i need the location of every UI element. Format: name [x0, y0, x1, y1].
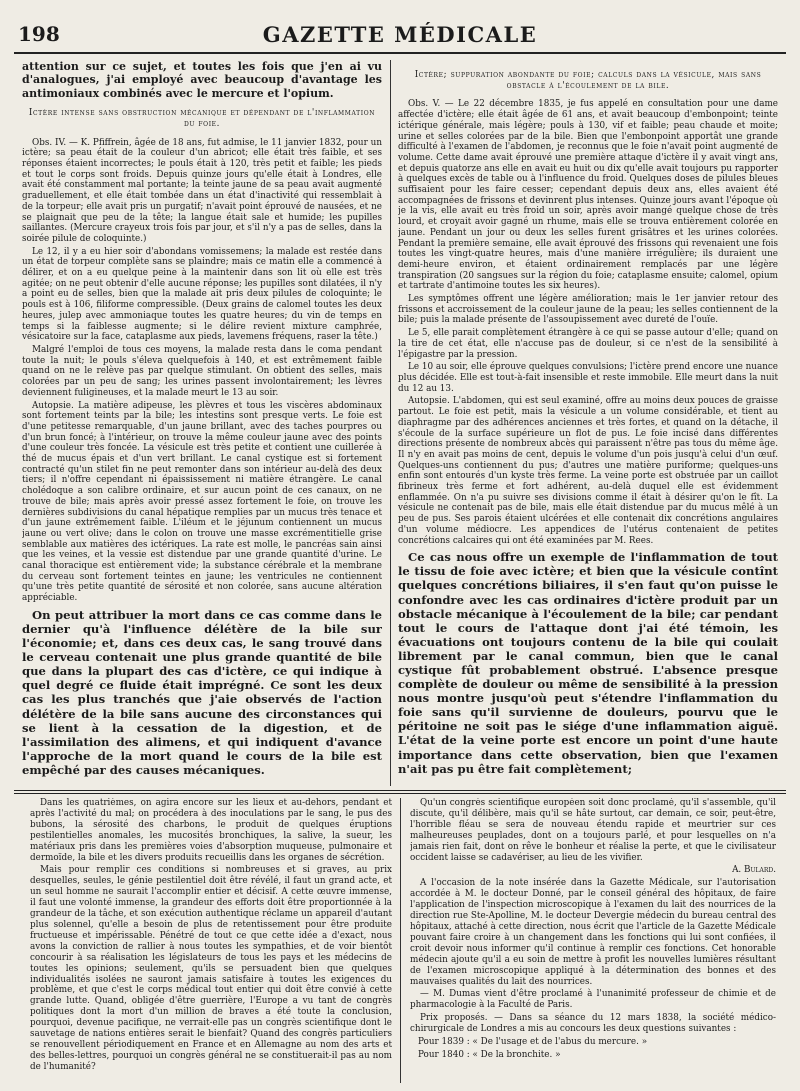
section-heading-ictere-intense: Ictère intense sans obstruction mécanique et dépendant de l'inflammation du foie. — [28, 108, 376, 129]
bold-conclusion-right: Ce cas nous offre un exemple de l'inflammation de tout le tissu de foie avec ictère; et bien que la vésicule contînt quelques concrétions biliaires, il s'en faut qu'on puisse le confondre avec les cas ordinaires d'ictère produit par un obstacle mécanique à l'écoulement de la bile; car pendant tout le cours de l'attaque dont j'ai été témoin, les évacuations ont toujours contenu de la bile qui coulait librement par le canal commun, bien que le canal cystique fût probablement obstrué. L'absence presque complète de douleur ou même de sensibilité à la pression nous montre jusqu'où peut s'étendre l'inflammation du foie sans qu'il survienne de douleurs, pourvu que le péritoine ne soit pas le siége d'une inflammation aiguë. L'état de la veine porte est encore un point d'une haute importance dans cette observation, bien que l'examen n'ait pas pu être fait complètement; — [398, 550, 778, 776]
observation-4-paragraph-3: Malgré l'emploi de tous ces moyens, la malade resta dans le coma pendant toute la nuit; le pouls s'éleva quelquefois à 140, et est extrêmement faible quand on ne le relève pas par quelque stimulant. On obtient des selles, mais colorées par un peu de sang; les urines passent involontairement; les lèvres deviennent fuligineuses, et la malade meurt le 13 au soir. — [22, 344, 382, 398]
observation-5-paragraph-1: Obs. V. — Le 22 décembre 1835, je fus appelé en consultation pour une dame affectée d'ictère; elle était âgée de 61 ans, et avait beaucoup d'embonpoint; teinte ictérique générale, mais légère; pouls à 130, vif et faible; peau chaude et moite; urine et selles colorées par de la bile. Bien que l'embonpoint apportât une grande difficulté à l'examen de l'abdomen, je reconnus que le foie n'avait point augmenté de volume. Cette dame avait éprouvé une première attaque d'ictère il y avait vingt ans, et depuis quatorze ans elle en avait eu huit ou dix qu'elle avait toujours pu rapporter à quelques excès de table ou à l'influence du froid. Quelques doses de pilules bleues suffisaient pour les faire cesser; cependant depuis deux ans, elles avaient été accompagnées de frissons et devinrent plus intenses. Quinze jours avant l'époque où je la vis, elle avait eu très froid un soir, après avoir mangé quelque chose de très lourd, et croyait avoir gagné un rhume, mais elle se trouva entièrement colorée en jaune. Pendant un jour ou deux les selles furent grisâtres et les urines colorées. Pendant la première semaine, elle avait éprouvé des frissons qui revenaient une fois toutes les vingt-quatre heures, mais d'une manière irrégulière; ils duraient une demi-heure environ, et étaient ordinairement remplacés par une légère transpiration (20 sangsues sur la région du foie; cataplasme ensuite; calomel, opium et tartrate d'antimoine toutes les six heures). — [398, 99, 778, 292]
autopsie-paragraph-left: Autopsie. La matière adipeuse, les plèvres et tous les viscères abdominaux sont fortement teints par la bile; les intestins sont presque verts. Le foie est d'une petitesse remarquable, d'un jaune brillant, avec des taches pourpres ou d'un brun foncé; à l'intérieur, on trouve la même couleur jaune avec des points d'une couleur très foncée. La vésicule est très petite et contient une cuillerée à thé de mucus épais et d'un vert brillant. Le canal cystique est si fortement contracté qu'un stilet fin ne peut remonter dans son intérieur au-delà des deux tiers; il n'offre cependant ni épaississement ni matière étrangère. Le canal cholédoque a son calibre ordinaire, et sur aucun point de ces canaux, on ne trouve de bile; mais après avoir pressé assez fortement le foie, on trouve les dernières subdivisions du canal hépatique remplies par un mucus très tenace et d'un jaune extrêmement faible. L'iléum et le jéjunum contiennent un mucus jaune ou vert olive; dans le colon on trouve une masse excrémentitielle grise semblable aux matières des ictériques. La rate est molle, le pancréas sain ainsi que les veines, et la vessie est distendue par une grande quantité d'urine. Le canal thoracique est entièrement vide; la substance cérébrale et la membrane du cerveau sont fortement teintes en jaune; les ventricules ne contiennent qu'une très petite quantité de sérosité et non colorée, sans aucune altération appréciable. — [22, 400, 382, 604]
prize-1839: Pour 1839 : « De l'usage et de l'abus du mercure. » — [418, 1037, 648, 1048]
feuilleton-left-paragraph-2: Mais pour remplir ces conditions si nombreuses et si graves, au prix desquelles, seules, le génie pestilentiel doit être révélé, il faut un grand acte, et un seul homme ne saurait l'accomplir entier et décisif. A cette œuvre immense, il faut une volonté immense, la grandeur des efforts doit être proportionnée à la grandeur de la tâche, et son exécution authentique réclame un appareil d'autant plus solennel, qu'elle a besoin de plus de retentissement pour être produite fructueuse et impérissable. Pénétré de tout ce que cette idée a d'exact, nous avons la conviction de rallier à nous toutes les sympathies, et de voir bientôt concourir à sa réalisation les législateurs de tous les pays et les médecins de toutes les opinions; seulement, qu'ils se persuadent bien que quelques individualités isolées ne sauront jamais satisfaire à toutes les exigences du problème, et que c'est le corps médical tout entier qui doit être convié à cette grande lutte. Quand, obligée d'être guerrière, l'Europe a vu tant de congrès politiques dont la mort d'un million de braves a été toute la conclusion, pourquoi, devenue pacifique, ne verrait-elle pas un congrès scientifique dont le sauvetage de nations entières serait le bienfait? Quand des congrès particuliers se renouvellent périodiquement en France et en Allemagne au nom des arts et des belles-lettres, pourquoi un congrès général ne se constituerait-il pas au nom de l'humanité? — [30, 865, 392, 1072]
intro-text: attention sur ce sujet, et toutes les fois que j'en ai vu d'analogues, j'ai employé avec beaucoup d'avantage les antimoniaux combinés avec le mercure et l'opium. — [22, 60, 382, 100]
observation-5-paragraph-2: Les symptômes offrent une légère amélioration; mais le 1er janvier retour des frissons et accroissement de la couleur jaune de la peau; les selles contiennent de la bile; puis la malade présente de l'assoupissement avec dureté de l'ouïe. — [398, 294, 778, 326]
page-header — [0, 0, 800, 56]
column-divider-upper — [390, 60, 391, 786]
feuilleton-left-column — [30, 798, 392, 1086]
feuilleton-left-paragraph-1: Dans les quatrièmes, on agira encore sur les lieux et au-dehors, pendant et après l'activité du mal; on procédera à des inoculations par le sang, le pus des bubons, la sérosité des charbons, le produit de quelques éruptions pestilentielles anomales, les mucosités bronchiques, la salive, la sueur, les matériaux pris dans les premières voies d'absorption muqueuse, pulmonaire et dermoïde, la bile et les divers produits recueillis dans les organes de sécrétion. — [30, 798, 392, 863]
observation-5-paragraph-3: Le 5, elle parait complètement étrangère à ce qui se passe autour d'elle; quand on la tire de cet état, elle n'accuse pas de douleur, si ce n'est de la sensibilité à l'épigastre par la pression. — [398, 328, 778, 360]
section-heading-suppuration: Ictère; suppuration abondante du foie; calculs dans la vésicule, mais sans obstacle à l'écoulement de la bile. — [414, 70, 762, 91]
left-column — [22, 60, 382, 790]
right-column — [398, 60, 778, 790]
observation-4-paragraph-2: Le 12, il y a eu hier soir d'abondans vomissemens; la malade est restée dans un état de torpeur complète sans se plaindre; mais ce matin elle a commencé à délirer, et on a eu quelque peine à la maintenir dans son lit où elle est très agitée; on ne peut obtenir d'elle aucune réponse; les pupilles sont dilatées, il n'y a point eu de selles, bien que la malade ait pris deux pilules de coloquinte; le pouls est à 106, filiforme compressible. (Deux grains de calomel toutes les deux heures, julep avec ammoniaque toutes les quatre heures; du vin de temps en temps si la faiblesse augmente; si le délire revient mixture camphrée, vésicatoire sur la face, cataplasme aux pieds, lavemens fréquens, raser la tête.) — [22, 246, 382, 343]
feuilleton-rule-2 — [14, 793, 786, 794]
note-gazette-medicale: A l'occasion de la note insérée dans la Gazette Médicale, sur l'autorisation accordée à M. le docteur Donné, par le conseil général des hôpitaux, de faire l'application de l'inspection microscopique à l'examen du lait des nourrices de la direction rue Ste-Apolline, M. le docteur Devergie médecin du bureau central des hôpitaux, attaché à cette direction, nous écrit que l'article de la Gazette Médicale pouvant faire croire à un changement dans les fonctions qui lui sont confiées, il croit devoir nous informer qu'il continue à remplir ces fonctions. Cet honorable médecin ajoute qu'il a eu soin de mettre à profit les nouvelles lumières résultant de l'examen microscopique appliqué à la détermination des bonnes et des mauvaises qualités du lait des nourrices. — [410, 878, 776, 987]
header-rule — [14, 52, 786, 54]
journal-title: GAZETTE MÉDICALE — [262, 22, 538, 47]
bold-conclusion-left: On peut attribuer la mort dans ce cas comme dans le dernier qu'à l'influence délétère de la bile sur l'économie; et, dans ces deux cas, le sang trouvé dans le cerveau contenait une plus grande quantité de bile que dans la plupart des cas d'ictère, ce qui indique à quel degré ce fluide était imprégné. Ce sont les deux cas les plus tranchés que j'aie observés de l'action délétère de la bile sans aucune des circonstances qui se lient à la cessation de la digestion, et de l'assimilation des alimens, et qui indiquent d'avance l'approche de la mort quand le cours de la bile est empêché par des causes mécaniques. — [22, 607, 382, 777]
prix-proposes: Prix proposés. — Dans sa séance du 12 mars 1838, la société médico-chirurgicale de Londres a mis au concours les deux questions suivantes : — [410, 1013, 776, 1035]
page-number: 198 — [18, 22, 60, 46]
prize-1840: Pour 1840 : « De la bronchite. » — [418, 1049, 561, 1060]
observation-5-paragraph-4: Le 10 au soir, elle éprouve quelques convulsions; l'ictère prend encore une nuance plus décidée. Elle est tout-à-fait insensible et reste immobile. Elle meurt dans la nuit du 12 au 13. — [398, 362, 778, 394]
feuilleton-right-paragraph-1: Qu'un congrès scientifique européen soit donc proclamé, qu'il s'assemble, qu'il discute, qu'il délibère, mais qu'il se hâte surtout, car demain, ce soir, peut-être, l'horrible fléau se sera de nouveau étendu rapide et meurtrier sur ces malheureuses peuplades, dont on a toujours parlé, et pour lesquelles on n'a jamais rien fait, dont on rêve le bonheur et réalise la perte, et que le civilisateur occident laisse se cadavériser, au lieu de les vivifier. — [410, 798, 776, 863]
observation-4-paragraph-1: Obs. IV. — K. Pfiffrein, âgée de 18 ans, fut admise, le 11 janvier 1832, pour un ictère; sa peau était de la couleur d'un abricot; elle était très faible, et ses réponses étaient incorrectes; le pouls était à 120, très petit et faible; les pieds et tout le corps sont froids. Depuis quinze jours qu'elle était à Londres, elle avait été constamment mal portante; la teinte jaune de sa peau avait augmenté graduellement, et elle était tombée dans un état d'inactivité qui ressemblait à de la torpeur; elle avait pris un purgatif; n'avait point éprouvé de nausées, et ne se plaignait que peu de la tête; la langue était sale et humide; les pupilles saillantes. (Mercure crayeux trois fois par jour, et s'il n'y a pas de selles, dans la soirée pilule de coloquinte.) — [22, 137, 382, 244]
author-signature: A. Bulard. — [732, 865, 776, 876]
autopsie-paragraph-right: Autopsie. L'abdomen, qui est seul examiné, offre au moins deux pouces de graisse partout. Le foie est petit, mais la vésicule a un volume considérable, et tient au diaphragme par des adhérences anciennes et très fortes, et quand on la détache, il s'écoule de la surface supérieure un flot de pus. Le foie incisé dans différentes directions présente de nombreux abcès qui paraissent n'être pas tous du même âge. Il n'y en avait pas moins de cent, depuis le volume d'un pois jusqu'à celui d'un œuf. Quelques-uns contiennent du pus; d'autres une matière puriforme; quelques-uns enfin sont entourés d'un kyste très ferme. La veine porte est obstruée par un caillot fibrineux très ferme et fort adhérent, au-delà duquel elle est évidemment enflammée. On n'a pu suivre ses divisions comme il était à désirer qu'on le fît. La vésicule ne contenait pas de bile, mais elle était distendue par du mucus mêlé à un peu de pus. Ses parois étaient ulcérées et elle contenait dix concrétions angulaires d'un volume médiocre. Les appendices de l'utérus contenaient de petites concrétions calcaires qui ont été examinées par M. Rees. — [398, 396, 778, 546]
column-divider-lower — [400, 798, 401, 1083]
feuilleton-rule-1 — [14, 790, 786, 791]
feuilleton-right-column — [410, 798, 776, 1086]
note-dumas: — M. Dumas vient d'être proclamé à l'unanimité professeur de chimie et de pharmacologie à la Faculté de Paris. — [410, 989, 776, 1011]
